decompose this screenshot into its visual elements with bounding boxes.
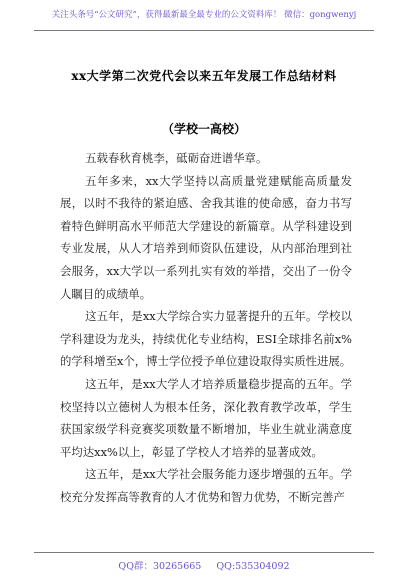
- paragraph: 五年多来，xx大学坚持以高质量党建赋能高质量发展，以时不我待的紧迫感、舍我其谁的使命感，奋力书写着特色鲜明高水平师范大学建设的新篇章。从学科建设到专业发展，从人才培养到师资队伍建设，从内部治理到社会服务，xx大学以一系列扎实有效的举措，交出了一份令人瞩目的成绩单。: [60, 173, 352, 301]
- paragraph: 这五年，是xx大学人才培养质量稳步提高的五年。学校坚持以立德树人为根本任务，深化教育教学改革，学生获国家级学科竞赛奖项数量不断增加，毕业生就业满意度平均达xx%以上，彰显了学校人才培养的显著成效。: [60, 376, 352, 459]
- footer-qq-group: QQ群：30265665: [118, 561, 202, 572]
- paragraph: 五载春秋育桃李，砥砺奋进谱华章。: [85, 151, 268, 165]
- header-promo-note: 关注头条号“公文研究”，获得最新最全最专业的公文资料库！ 微信：gongwenyj: [51, 10, 357, 20]
- paragraph: 这五年，是xx大学社会服务能力逐步增强的五年。学校充分发挥高等教育的人才优势和智力优势，不断完善产: [60, 467, 352, 504]
- document-subtitle: （学校一高校）: [161, 122, 246, 136]
- document-title: xx大学第二次党代会以来五年发展工作总结材料: [71, 69, 337, 83]
- document-body: [60, 147, 352, 509]
- footer-qq: QQ:535304092: [216, 561, 290, 572]
- paragraph: 这五年，是xx大学综合实力显著提升的五年。学校以学科建设为龙头，持续优化专业结构，ESI全球排名前x%的学科增至x个，博士学位授予单位建设取得实质性进展。: [60, 309, 352, 369]
- footer-divider: [34, 552, 374, 553]
- footer-contact: [0, 558, 408, 572]
- header-divider: [34, 30, 374, 31]
